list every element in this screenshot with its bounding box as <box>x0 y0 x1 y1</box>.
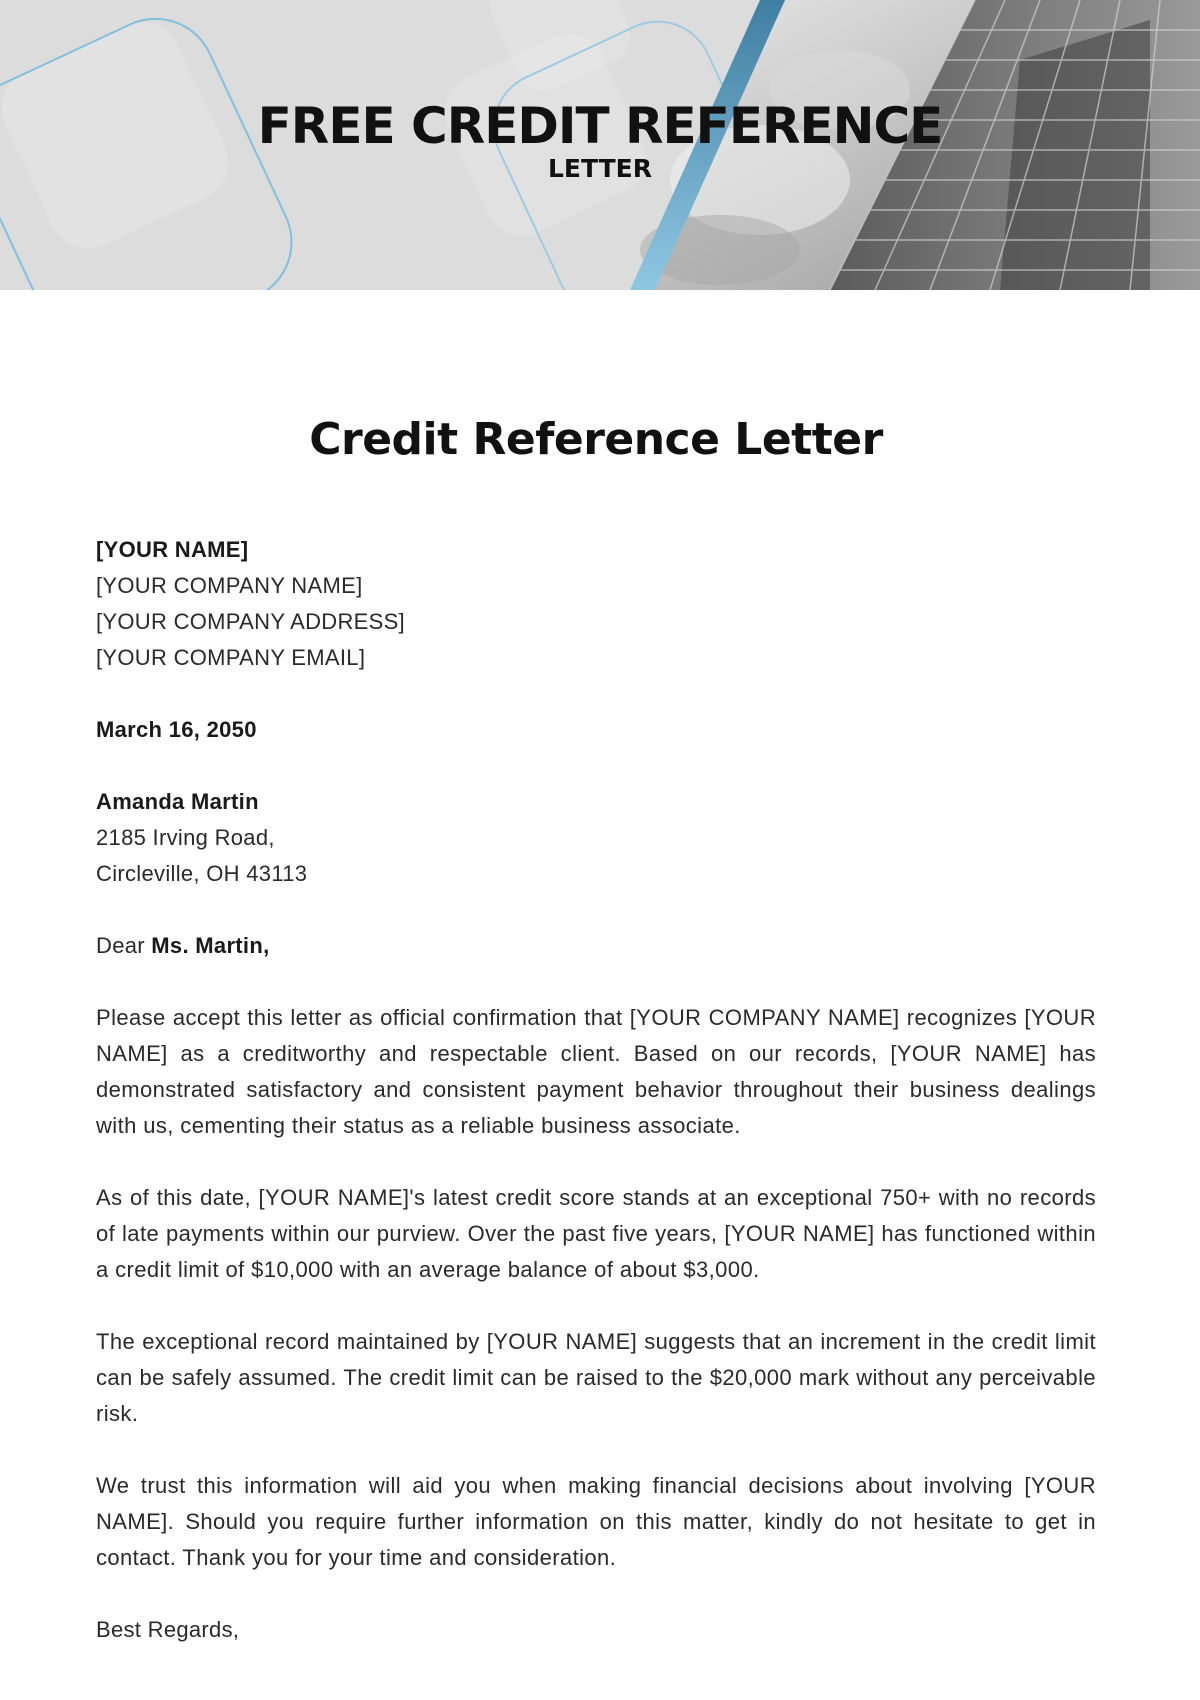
spacer <box>96 1432 1096 1468</box>
paragraph-3: The exceptional record maintained by [YOUR NAME] suggests that an increment in the credit limit can be safely assumed. The credit limit can be raised to the $20,000 mark without any perceivable risk. <box>96 1329 1096 1426</box>
spacer <box>96 964 1096 1000</box>
letter-body <box>96 410 1096 1648</box>
header-banner <box>0 0 1200 290</box>
recipient-name: Amanda Martin <box>96 789 259 814</box>
spacer <box>96 892 1096 928</box>
sender-email: [YOUR COMPANY EMAIL] <box>96 645 366 670</box>
sender-name: [YOUR NAME] <box>96 537 249 562</box>
paragraph-4: We trust this information will aid you when making financial decisions about involving [YOUR NAME]. Should you require further information on this matter, kindly do not hesitate to get in contact. Thank you for your time and consideration. <box>96 1473 1096 1570</box>
paragraph-2: As of this date, [YOUR NAME]'s latest credit score stands at an exceptional 750+ with no records of late payments within our purview. Over the past five years, [YOUR NAME] has functioned within a credit limit of $10,000 with an average balance of about $3,000. <box>96 1185 1096 1282</box>
spacer <box>96 676 1096 712</box>
recipient-address-line1: 2185 Irving Road, <box>96 825 275 850</box>
sender-address: [YOUR COMPANY ADDRESS] <box>96 609 405 634</box>
letter-title: Credit Reference Letter <box>309 414 883 465</box>
sender-block <box>96 532 1096 676</box>
salutation <box>96 928 1096 964</box>
salutation-prefix: Dear <box>96 933 152 958</box>
letter-date: March 16, 2050 <box>96 717 257 742</box>
sender-company: [YOUR COMPANY NAME] <box>96 573 363 598</box>
paragraph-1: Please accept this letter as official confirmation that [YOUR COMPANY NAME] recognizes [YOUR NAME] as a creditworthy and respectable client. Based on our records, [YOUR NAME] has demonstrated satisfactory and consistent payment behavior throughout their business dealings with us, cementing their status as a reliable business associate. <box>96 1005 1096 1138</box>
banner-title: FREE CREDIT REFERENCE <box>257 97 943 155</box>
salutation-name: Ms. Martin, <box>151 933 270 958</box>
spacer <box>96 1144 1096 1180</box>
banner-subtitle: LETTER <box>547 154 653 183</box>
spacer <box>96 1576 1096 1612</box>
recipient-block <box>96 784 1096 892</box>
recipient-address-line2: Circleville, OH 43113 <box>96 861 308 886</box>
closing: Best Regards, <box>96 1617 240 1642</box>
spacer <box>96 748 1096 784</box>
spacer <box>96 1288 1096 1324</box>
